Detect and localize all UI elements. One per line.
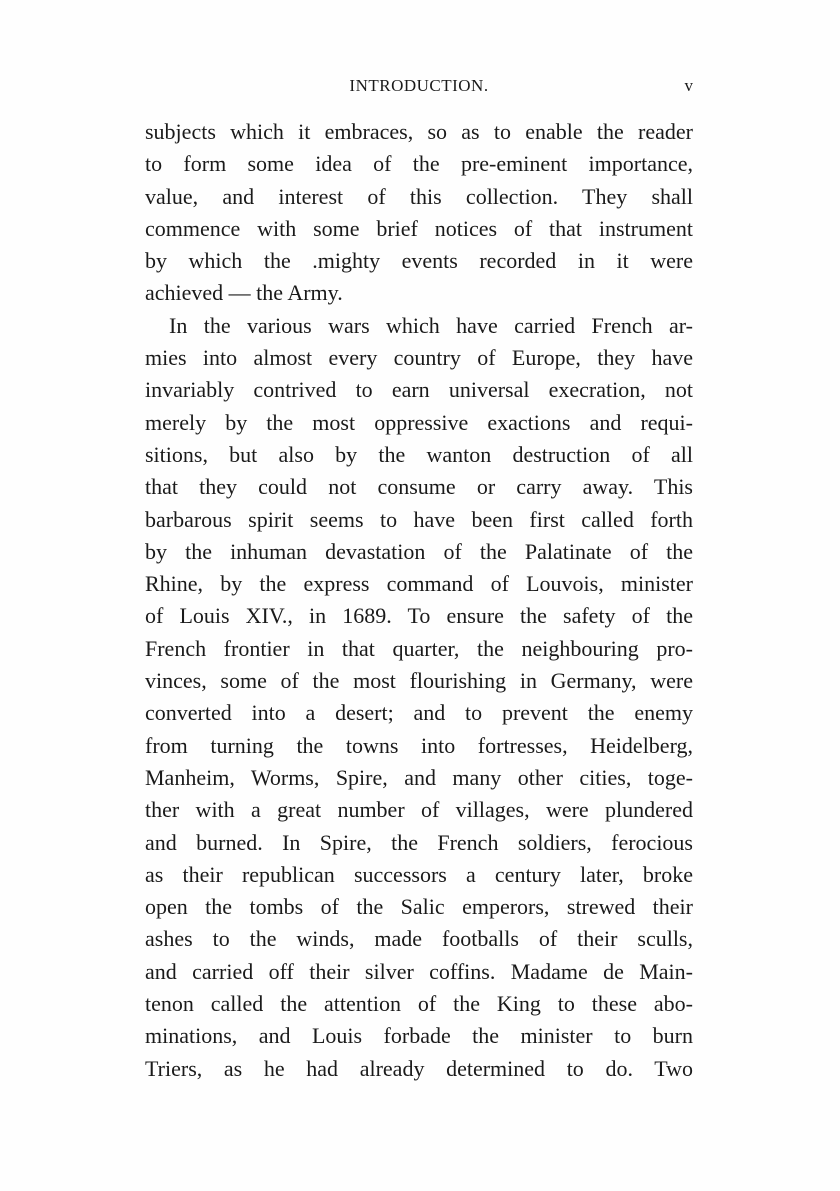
text-line: ashes to the winds, made footballs of their sculls,	[145, 926, 693, 952]
text-line: French frontier in that quarter, the neighbouring pro-	[145, 635, 693, 661]
text-line: barbarous spirit seems to have been first called forth	[145, 506, 693, 532]
text-line: achieved — the Army.	[145, 280, 343, 306]
text-line: by the inhuman devastation of the Palatinate of the	[145, 538, 693, 564]
text-line: Manheim, Worms, Spire, and many other cities, toge-	[145, 764, 693, 790]
text-line: mies into almost every country of Europe, they have	[145, 345, 693, 371]
text-line: Rhine, by the express command of Louvois, minister	[145, 571, 693, 597]
body-text	[145, 116, 693, 1085]
text-line: vinces, some of the most flourishing in Germany, were	[145, 668, 693, 694]
text-line: sitions, but also by the wanton destruction of all	[145, 441, 693, 467]
text-line: and burned. In Spire, the French soldiers, ferocious	[145, 829, 693, 855]
text-line: by which the .mighty events recorded in it were	[145, 248, 693, 274]
text-line: as their republican successors a century later, broke	[145, 861, 693, 887]
text-line: merely by the most oppressive exactions and requi-	[145, 409, 693, 435]
text-line: that they could not consume or carry away. This	[145, 474, 693, 500]
text-line: converted into a desert; and to prevent the enemy	[145, 700, 693, 726]
text-line: subjects which it embraces, so as to enable the reader	[145, 119, 693, 144]
text-line: to form some idea of the pre-eminent importance,	[145, 151, 693, 177]
text-line: value, and interest of this collection. They shall	[145, 183, 693, 209]
text-line: tenon called the attention of the King to these abo-	[145, 991, 693, 1017]
text-line: and carried off their silver coffins. Madame de Main-	[145, 958, 693, 984]
text-line: invariably contrived to earn universal execration, not	[145, 377, 693, 403]
text-line: minations, and Louis forbade the minister to burn	[145, 1023, 693, 1049]
page-number: v	[684, 76, 693, 95]
text-line: from turning the towns into fortresses, Heidelberg,	[145, 732, 693, 758]
running-head	[145, 76, 693, 100]
text-line: ther with a great number of villages, were plundered	[145, 797, 693, 823]
text-line: Triers, as he had already determined to do. Two	[145, 1055, 693, 1081]
paragraph-first-line: In the various wars which have carried French ar-	[169, 312, 693, 338]
text-line: commence with some brief notices of that instrument	[145, 215, 693, 241]
text-line: of Louis XIV., in 1689. To ensure the safety of the	[145, 603, 693, 629]
text-line: open the tombs of the Salic emperors, strewed their	[145, 894, 693, 920]
running-title: INTRODUCTION.	[349, 76, 489, 95]
